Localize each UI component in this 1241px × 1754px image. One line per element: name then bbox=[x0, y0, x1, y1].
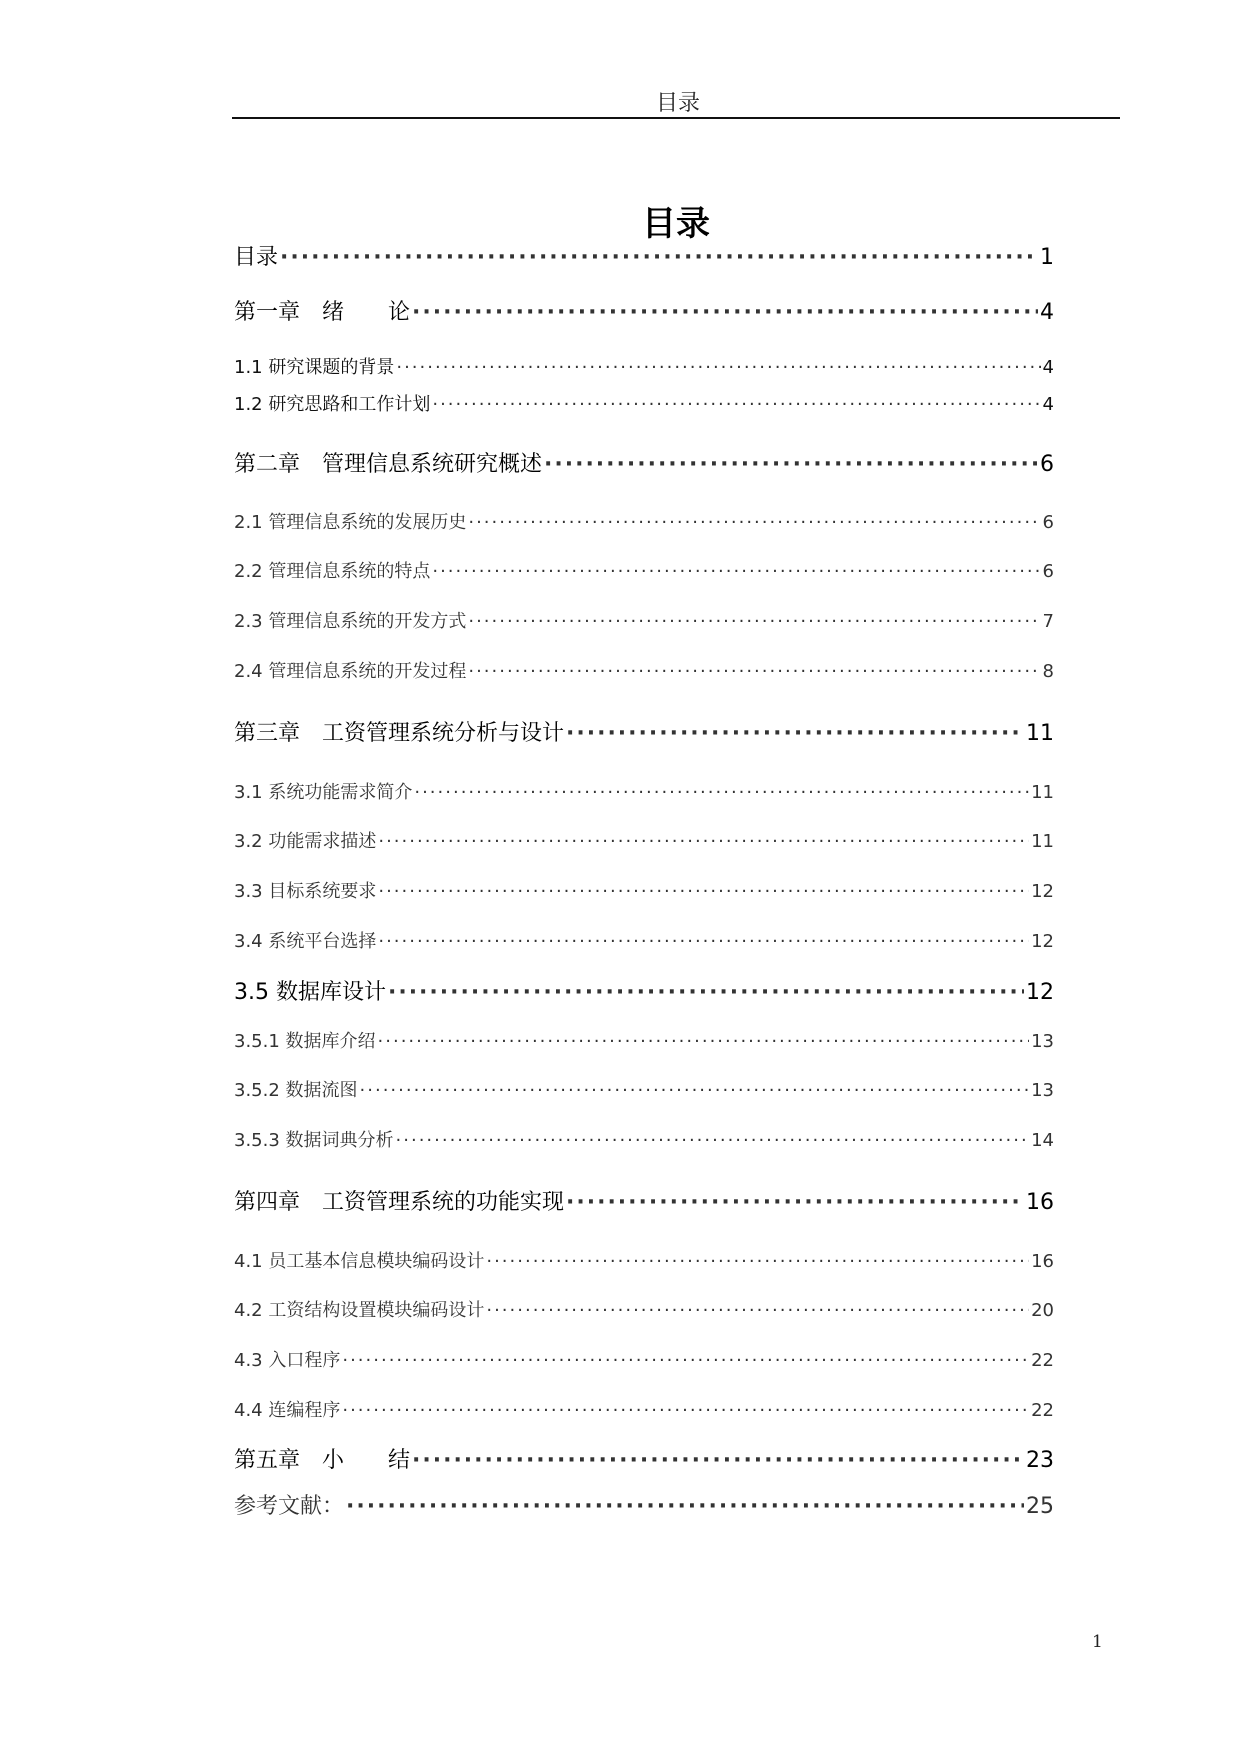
toc-entry-1-1[interactable]: 1.1 研究课题的背景 ····· 4 bbox=[234, 353, 1054, 379]
page-number: 1 bbox=[1092, 1632, 1103, 1652]
toc-entry-chapter-4[interactable]: 第四章 工资管理系统的功能实现 ····· 16 bbox=[234, 1185, 1054, 1216]
running-header: 目录 bbox=[655, 91, 700, 116]
toc-entry-3-3[interactable]: 3.3 目标系统要求 ····· 12 bbox=[234, 877, 1054, 903]
toc-entry-3-5[interactable]: 3.5 数据库设计 ····· 12 bbox=[234, 975, 1054, 1006]
toc-entry-4-1[interactable]: 4.1 员工基本信息模块编码设计 ····· 16 bbox=[234, 1247, 1054, 1273]
toc-entry-2-2[interactable]: 2.2 管理信息系统的特点 ····· 6 bbox=[234, 557, 1054, 583]
header-divider bbox=[232, 117, 1120, 119]
toc-entry-3-5-2[interactable]: 3.5.2 数据流图 ····· 13 bbox=[234, 1076, 1054, 1102]
toc-entry-1-2[interactable]: 1.2 研究思路和工作计划 ····· 4 bbox=[234, 390, 1054, 416]
toc-entry-4-3[interactable]: 4.3 入口程序 ····· 22 bbox=[234, 1346, 1054, 1372]
toc-entry-3-5-1[interactable]: 3.5.1 数据库介绍 ····· 13 bbox=[234, 1027, 1054, 1053]
toc-entry-3-4[interactable]: 3.4 系统平台选择 ····· 12 bbox=[234, 927, 1054, 953]
page-title: 目录 bbox=[642, 204, 710, 244]
toc-entry-2-1[interactable]: 2.1 管理信息系统的发展历史 ····· 6 bbox=[234, 508, 1054, 534]
toc-entry-contents[interactable]: 目录 ····· 1 bbox=[234, 240, 1054, 271]
toc-entry-2-3[interactable]: 2.3 管理信息系统的开发方式 ····· 7 bbox=[234, 607, 1054, 633]
toc-entry-chapter-2[interactable]: 第二章 管理信息系统研究概述 ····· 6 bbox=[234, 447, 1054, 478]
toc-entry-2-4[interactable]: 2.4 管理信息系统的开发过程 ····· 8 bbox=[234, 657, 1054, 683]
toc-entry-3-1[interactable]: 3.1 系统功能需求简介 ····· 11 bbox=[234, 778, 1054, 804]
toc-entry-3-2[interactable]: 3.2 功能需求描述 ····· 11 bbox=[234, 827, 1054, 853]
toc-entry-3-5-3[interactable]: 3.5.3 数据词典分析 ····· 14 bbox=[234, 1126, 1054, 1152]
toc-entry-chapter-5[interactable]: 第五章 小 结 ····· 23 bbox=[234, 1443, 1054, 1474]
toc-entry-4-2[interactable]: 4.2 工资结构设置模块编码设计 ····· 20 bbox=[234, 1296, 1054, 1322]
toc-entry-references[interactable]: 参考文献： ····· 25 bbox=[234, 1489, 1054, 1520]
toc-entry-chapter-1[interactable]: 第一章 绪 论 ····· 4 bbox=[234, 295, 1054, 326]
toc-entry-4-4[interactable]: 4.4 连编程序 ····· 22 bbox=[234, 1396, 1054, 1422]
toc-entry-chapter-3[interactable]: 第三章 工资管理系统分析与设计 ····· 11 bbox=[234, 716, 1054, 747]
